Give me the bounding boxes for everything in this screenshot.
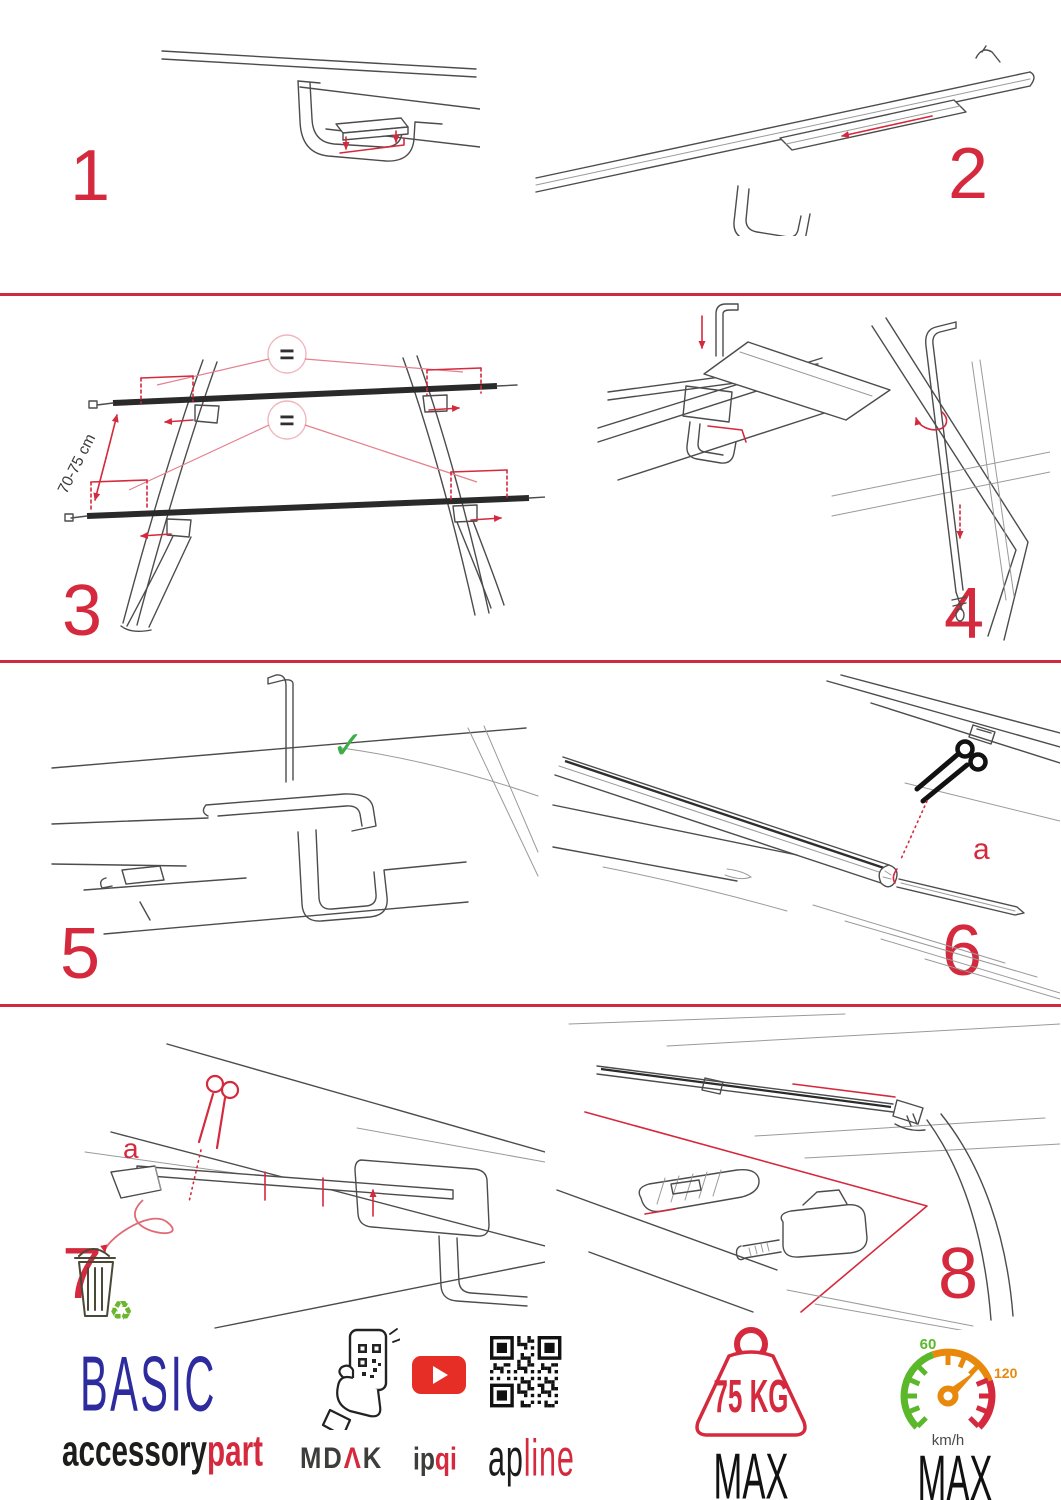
- step-2-illustration: [530, 18, 1045, 236]
- equals-symbol: =: [279, 339, 295, 369]
- mdak-logo: [300, 1441, 388, 1475]
- qr-code-icon: [490, 1336, 562, 1408]
- weight-limit-icon: [676, 1324, 826, 1452]
- cut-label-a: a: [973, 833, 990, 866]
- scissors-icon: [199, 1076, 238, 1148]
- check-icon: ✓: [332, 725, 364, 767]
- step-number-5: 5: [60, 914, 101, 994]
- youtube-play-triangle: [433, 1366, 448, 1384]
- allen-key-long-icon: [926, 322, 966, 621]
- step-3-illustration: [25, 308, 545, 642]
- scissors-icon: [917, 742, 986, 802]
- youtube-icon: [412, 1356, 466, 1394]
- mdak-k: K: [362, 1441, 384, 1475]
- clamp-bolt-detail: [737, 1190, 868, 1260]
- step-number-3: 3: [62, 571, 103, 651]
- mdak-lambda: Λ: [343, 1441, 363, 1475]
- step-8-illustration: [545, 1008, 1060, 1330]
- section-divider-3: [0, 1004, 1061, 1007]
- accessorypart-red: part: [207, 1427, 264, 1476]
- accessorypart-black: accessory: [62, 1427, 208, 1476]
- step-number-1: 1: [70, 136, 111, 216]
- equal-spacing-badge-bottom: [129, 401, 477, 490]
- recycle-icon: ♻: [109, 1296, 134, 1326]
- weight-max-label: [699, 1441, 803, 1500]
- ipqi-red: qi: [434, 1441, 457, 1477]
- basic-logo: [80, 1341, 251, 1429]
- basic-logo-text: BASIC: [80, 1341, 217, 1429]
- step-number-6: 6: [942, 911, 983, 991]
- apline-black: ap: [488, 1427, 524, 1488]
- speedometer-icon: [884, 1334, 1018, 1436]
- bar-spacing-measurement: 70-75 cm: [54, 431, 100, 497]
- speed-max-label: [900, 1443, 1010, 1500]
- trash-bin-icon: [75, 1249, 133, 1326]
- step-1-illustration: [150, 25, 480, 240]
- apline-red: line: [523, 1427, 575, 1488]
- roof-rail-icon: [597, 1066, 925, 1130]
- gauge-low-label: 60: [919, 1336, 937, 1353]
- rubber-strip-icon: [897, 879, 1024, 915]
- clamp-icon: [734, 186, 810, 236]
- step-4-illustration: [590, 300, 1050, 656]
- slider-cover-icon: [780, 100, 966, 150]
- clamp-assembly-icon: [203, 794, 466, 921]
- step-7-illustration: [25, 1010, 545, 1330]
- cut-label-a: a: [123, 1133, 139, 1164]
- step-number-8: 8: [938, 1234, 979, 1314]
- step-number-4: 4: [944, 574, 985, 654]
- gauge-high-label: 120: [994, 1365, 1018, 1381]
- ipqi-logo: [413, 1441, 465, 1477]
- allen-key-icon: [716, 304, 738, 356]
- gauge-unit-label: km/h: [931, 1432, 965, 1449]
- speed-max-text: MAX: [917, 1443, 993, 1500]
- step-5-illustration: [40, 666, 540, 1000]
- ipqi-black: ip: [413, 1441, 435, 1477]
- step-number-2: 2: [948, 134, 989, 214]
- apline-logo: [488, 1427, 590, 1488]
- mdak-md: MD: [300, 1441, 344, 1475]
- equals-symbol: =: [279, 405, 295, 435]
- step-6-illustration: [545, 663, 1060, 1000]
- step-number-7: 7: [62, 1234, 103, 1314]
- accessorypart-logo: [62, 1427, 320, 1476]
- section-divider-1: [0, 293, 1061, 296]
- phone-qr-scan-icon: [316, 1326, 400, 1430]
- rubber-strip-icon: [111, 1166, 453, 1199]
- weight-max-text: MAX: [713, 1441, 789, 1500]
- clamp-icon: [355, 1160, 527, 1306]
- weight-value: 75 KG: [713, 1371, 789, 1424]
- end-support-detail: [639, 1170, 759, 1214]
- allen-key-icon: [268, 675, 293, 782]
